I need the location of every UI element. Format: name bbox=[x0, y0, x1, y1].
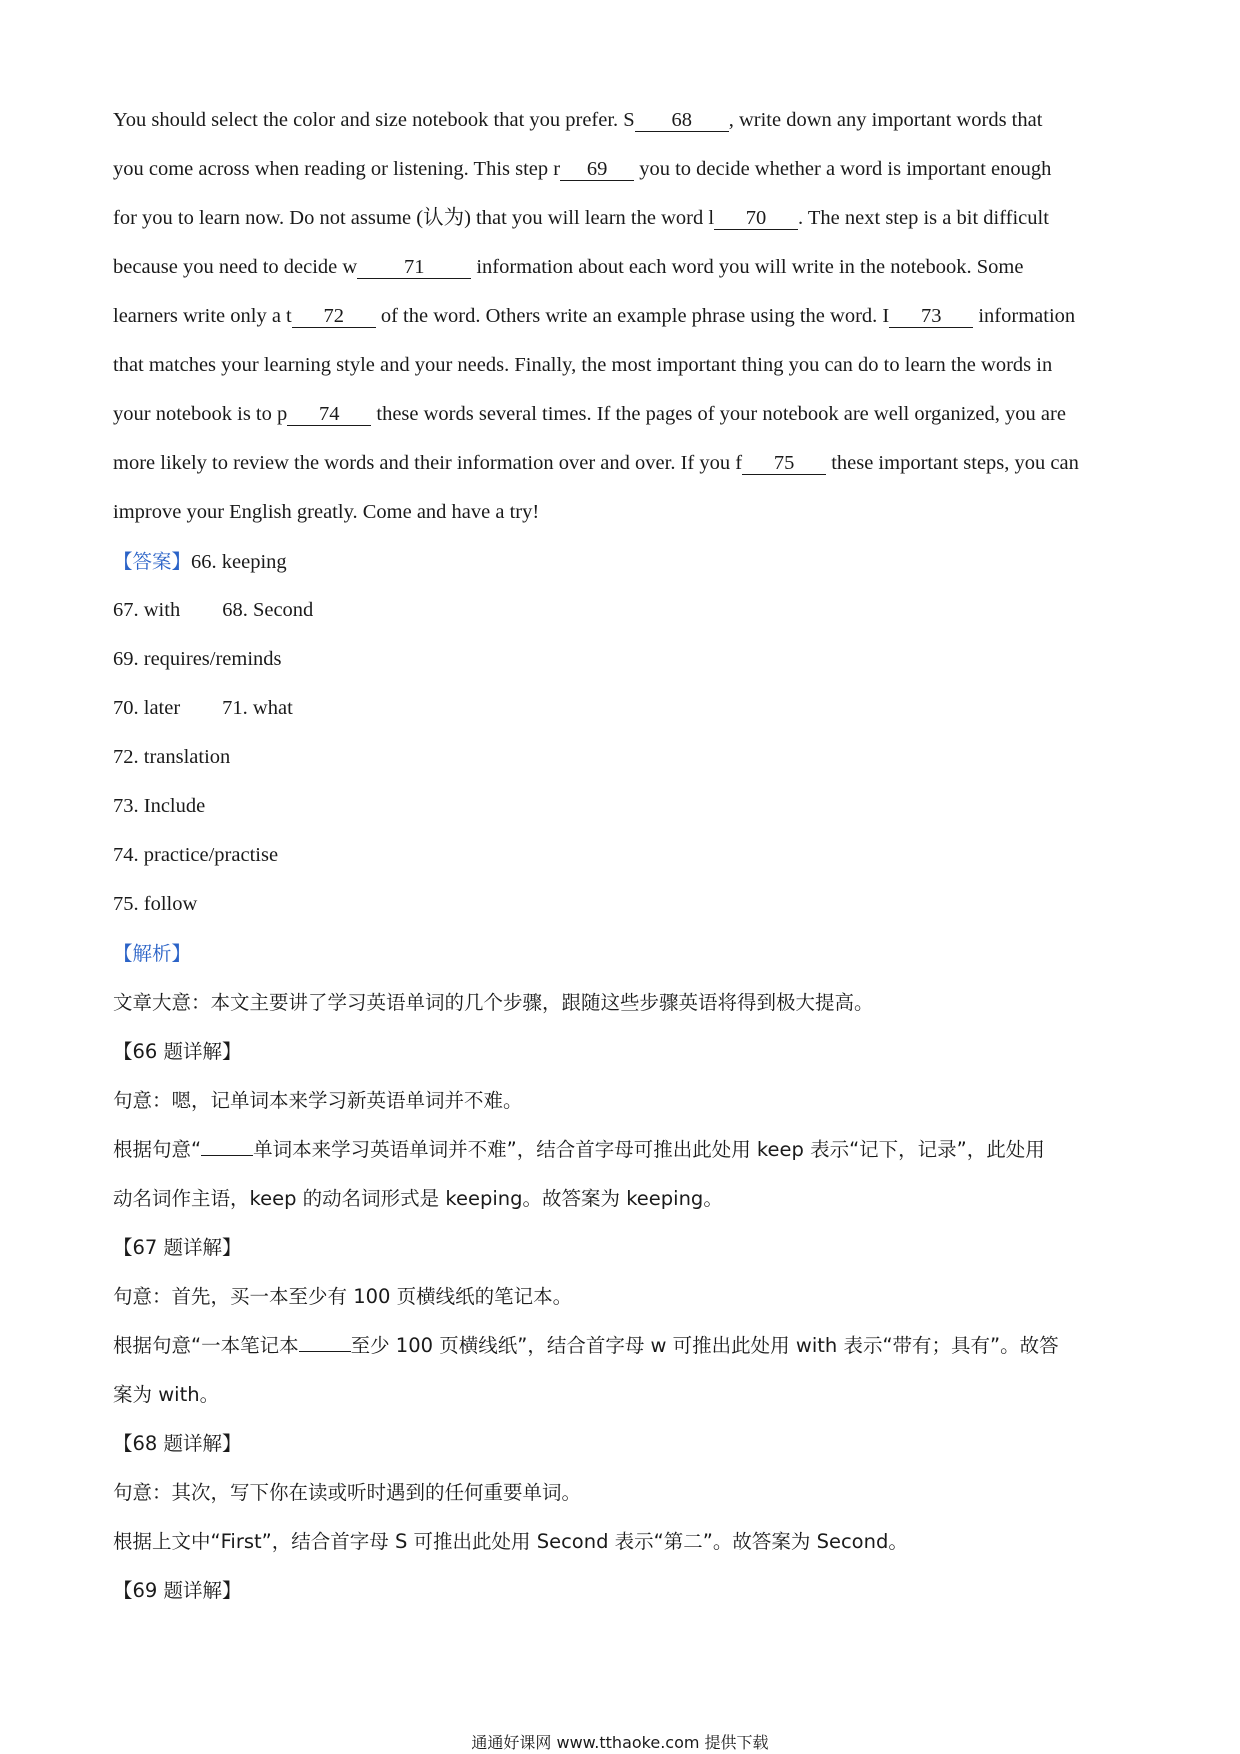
answer-67: 67. with bbox=[113, 599, 181, 621]
q67-reason-line-2: 案为 with。 bbox=[113, 1383, 220, 1406]
answer-73: 73. Include bbox=[113, 795, 206, 817]
passage-line-7: your notebook is to p 74 these words several times. If the pages of your notebook are well organized, you are bbox=[113, 403, 1066, 425]
answer-66: 66. keeping bbox=[191, 551, 287, 573]
q67-reason-line-1: 根据句意“一本笔记本 至少 100 页横线纸”，结合首字母 w 可推出此处用 with 表示“带有；具有”。故答 bbox=[113, 1334, 1059, 1357]
inline-blank bbox=[201, 1137, 253, 1156]
blank-69: 69 bbox=[560, 158, 634, 181]
answer-row-70-71 bbox=[113, 684, 1133, 733]
answer-tag: 【答案】 bbox=[113, 550, 192, 573]
answer-75: 75. follow bbox=[113, 893, 198, 915]
analysis-summary: 文章大意：本文主要讲了学习英语单词的几个步骤，跟随这些步骤英语将得到极大提高。 bbox=[113, 991, 874, 1014]
passage-line-1: You should select the color and size notebook that you prefer. S 68 , write down any important words that bbox=[113, 109, 1043, 131]
q68-heading: 【68 题详解】 bbox=[113, 1432, 242, 1455]
answer-71: 71. what bbox=[222, 697, 293, 719]
analysis-tag: 【解析】 bbox=[113, 942, 192, 965]
answer-68: 68. Second bbox=[222, 599, 314, 621]
passage-line-9: improve your English greatly. Come and have a try! bbox=[113, 501, 540, 523]
passage-line-8: more likely to review the words and their information over and over. If you f 75 these important steps, you can bbox=[113, 452, 1079, 474]
document-page bbox=[113, 96, 1133, 1615]
answer-row-67-68 bbox=[113, 586, 1133, 635]
blank-72: 72 bbox=[292, 305, 376, 328]
passage-line-4: because you need to decide w 71 information about each word you will write in the notebook. Some bbox=[113, 256, 1024, 278]
page-footer: 通通好课网 www.tthaoke.com 提供下载 bbox=[471, 1733, 769, 1752]
q66-meaning: 句意：嗯，记单词本来学习新英语单词并不难。 bbox=[113, 1089, 523, 1112]
passage-line-3: for you to learn now. Do not assume (认为) that you will learn the word l 70 . The next step is a bit difficult bbox=[113, 207, 1049, 229]
blank-74: 74 bbox=[287, 403, 371, 426]
q69-heading: 【69 题详解】 bbox=[113, 1579, 242, 1602]
inline-blank bbox=[299, 1333, 351, 1352]
answer-72: 72. translation bbox=[113, 746, 231, 768]
q67-meaning: 句意：首先，买一本至少有 100 页横线纸的笔记本。 bbox=[113, 1285, 573, 1308]
blank-75: 75 bbox=[742, 452, 826, 475]
passage-line-5: learners write only a t 72 of the word. Others write an example phrase using the word. I 73 information bbox=[113, 305, 1076, 327]
q66-reason-line-2: 动名词作主语，keep 的动名词形式是 keeping。故答案为 keeping。 bbox=[113, 1187, 723, 1210]
q68-reason: 根据上文中“First”，结合首字母 S 可推出此处用 Second 表示“第二”。故答案为 Second。 bbox=[113, 1530, 908, 1553]
blank-71: 71 bbox=[357, 256, 471, 279]
answer-74: 74. practice/practise bbox=[113, 844, 279, 866]
blank-68: 68 bbox=[635, 109, 729, 132]
passage-line-2: you come across when reading or listening. This step r 69 you to decide whether a word is important enough bbox=[113, 158, 1052, 180]
q68-meaning: 句意：其次，写下你在读或听时遇到的任何重要单词。 bbox=[113, 1481, 582, 1504]
blank-70: 70 bbox=[714, 207, 798, 230]
passage-line-6: that matches your learning style and your needs. Finally, the most important thing you can do to learn the words in bbox=[113, 354, 1053, 376]
answer-70: 70. later bbox=[113, 697, 181, 719]
q67-heading: 【67 题详解】 bbox=[113, 1236, 242, 1259]
q66-heading: 【66 题详解】 bbox=[113, 1040, 242, 1063]
blank-73: 73 bbox=[889, 305, 973, 328]
q66-reason-line-1: 根据句意“ 单词本来学习英语单词并不难”，结合首字母可推出此处用 keep 表示“记下，记录”，此处用 bbox=[113, 1138, 1045, 1161]
answer-header bbox=[113, 537, 1133, 586]
answer-69: 69. requires/reminds bbox=[113, 648, 282, 670]
